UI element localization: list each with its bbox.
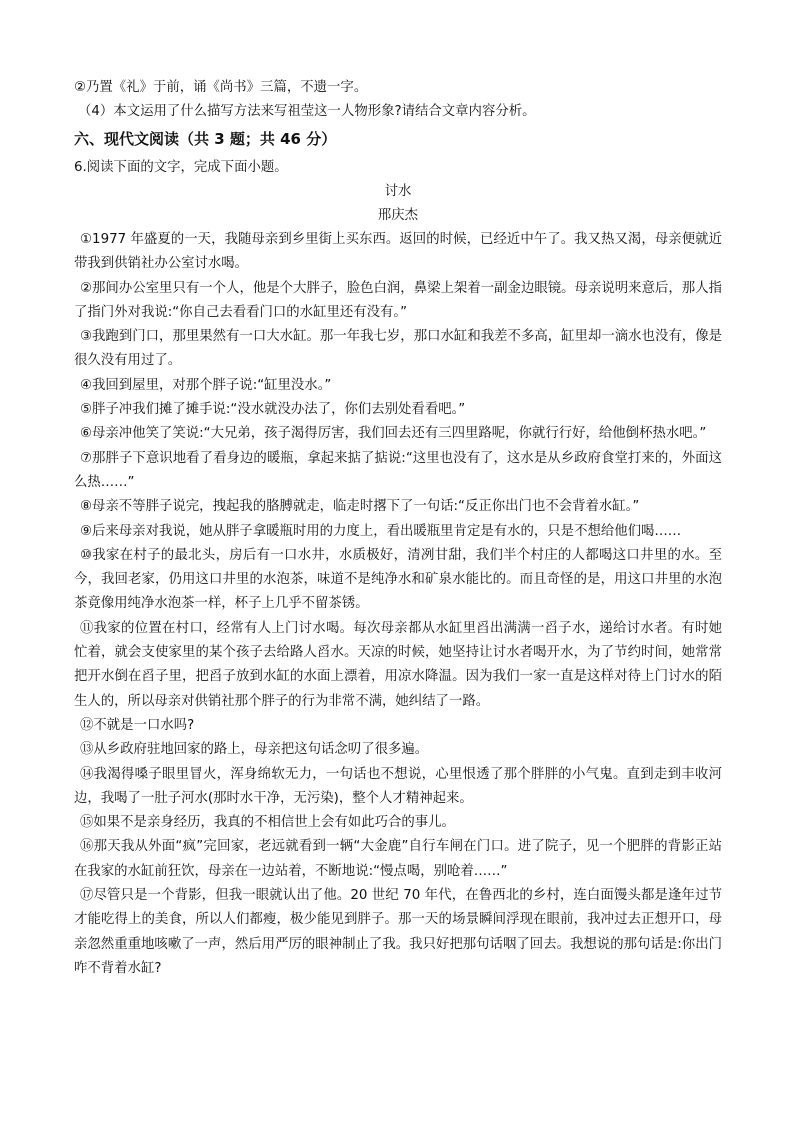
paragraph-6: ⑥母亲冲他笑了笑说:“大兄弟，孩子渴得厉害，我们回去还有三四里路呢，你就行行好，给他倒杯热水吧。”: [80, 426, 707, 442]
section-heading: 六、现代文阅读（共 3 题；共 46 分）: [74, 130, 337, 148]
paragraph-13: ⑬从乡政府驻地回家的路上，母亲把这句话念叨了很多遍。: [80, 742, 429, 758]
article-title: 讨水: [384, 184, 412, 199]
paragraph-15: ⑮如果不是亲身经历，我真的不相信世上会有如此巧合的事儿。: [80, 815, 455, 831]
paragraph-5: ⑤胖子冲我们摊了摊手说:“没水就没办法了，你们去别处看看吧。”: [80, 402, 466, 418]
top-line-1: ②乃置《礼》于前，诵《尚书》三篇，不遗一字。: [74, 80, 368, 95]
paragraph-16: ⑯那天我从外面“疯”完回家，老远就看到一辆“大金鹿”自行车闸在门口。进了院子，见一个肥胖的背影正站在我家的水缸前狂饮，母亲在一边站着，不断地说:“慢点喝，别呛着……”: [74, 839, 722, 879]
paragraph-4: ④我回到屋里，对那个胖子说:“缸里没水。”: [80, 377, 332, 393]
paragraph-12: ⑫不就是一口水吗?: [80, 717, 195, 733]
paragraph-2: ②那间办公室里只有一个人，他是个大胖子，脸色白润，鼻梁上架着一副金边眼镜。母亲说明来意后，那人指了指门外对我说:“你自己去看看门口的水缸里还有没有。”: [74, 280, 722, 320]
paragraph-8: ⑧母亲不等胖子说完，拽起我的胳膊就走，临走时撂下了一句话:“反正你出门也不会背着水缸。”: [80, 499, 640, 515]
paragraph-14: ⑭我渴得嗓子眼里冒火，浑身绵软无力，一句话也不想说，心里恨透了那个胖胖的小气鬼。直到走到丰收河边，我喝了一肚子河水(那时水干净，无污染)，整个人才精神起来。: [74, 766, 722, 806]
paragraph-1: ①1977 年盛夏的一天，我随母亲到乡里街上买东西。返回的时候，已经近中午了。我又热又渴，母亲便就近带我到供销社办公室讨水喝。: [74, 232, 722, 272]
top-line-2: （4）本文运用了什么描写方法来写祖莹这一人物形象?请结合文章内容分析。: [78, 104, 536, 119]
paragraph-17: ⑰尽管只是一个背影，但我一眼就认出了他。20 世纪 70 年代，在鲁西北的乡村，连白面馒头都是逢年过节才能吃得上的美食，所以人们都瘦，极少能见到胖子。那一天的场景瞬间浮现在眼前，我冲过去正想开口，母亲忽然重重地咳嗽了一声，然后用严厉的眼神制止了我。我只好把那句话咽了回去。我想说的那句话是:你出门咋不背着水缸?: [74, 888, 722, 976]
paragraph-7: ⑦那胖子下意识地看了看身边的暖瓶，拿起来掂了掂说:“这里也没有了，这水是从乡政府食堂打来的，外面这么热……”: [74, 450, 722, 490]
paragraph-3: ③我跑到门口，那里果然有一口大水缸。那一年我七岁，那口水缸和我差不多高，缸里却一滴水也没有，像是很久没有用过了。: [74, 329, 722, 369]
document-content: [74, 76, 722, 981]
article-author: 邢庆杰: [377, 208, 419, 223]
paragraph-11: ⑪我家的位置在村口，经常有人上门讨水喝。每次母亲都从水缸里舀出满满一舀子水，递给讨水者。有时她忙着，就会支使家里的某个孩子去给路人舀水。天凉的时候，她坚持让讨水者喝开水，为了节约时间，她常常把开水倒在舀子里，把舀子放到水缸的水面上漂着，用凉水降温。因为我们一家一直是这样对待上门讨水的陌生人的，所以母亲对供销社那个胖子的行为非常不满，她纠结了一路。: [74, 620, 722, 709]
paragraph-10: ⑩我家在村子的最北头，房后有一口水井，水质极好，清冽甘甜，我们半个村庄的人都喝这口井里的水。至今，我回老家，仍用这口井里的水泡茶，味道不是纯净水和矿泉水能比的。而且奇怪的是，用这口井里的水泡茶竟像用纯净水泡茶一样，杯子上几乎不留茶锈。: [74, 547, 722, 612]
question-intro: 6.阅读下面的文字，完成下面小题。: [74, 160, 288, 175]
paragraph-9: ⑨后来母亲对我说，她从胖子拿暖瓶时用的力度上，看出暖瓶里肯定是有水的，只是不想给他们喝……: [80, 523, 682, 539]
